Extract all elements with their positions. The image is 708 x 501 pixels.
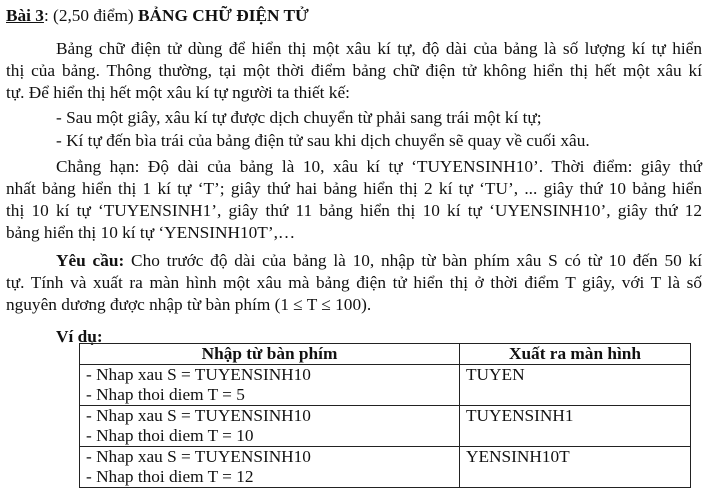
example-table <box>79 343 691 488</box>
problem-title: BẢNG CHỮ ĐIỆN TỬ <box>138 6 309 25</box>
input-cell <box>80 406 460 447</box>
input-string-line: - Nhap xau S = TUYENSINH10 <box>86 406 311 425</box>
intro-line-1: Bảng chữ điện tử dùng để hiển thị một xâu kí tự, độ dài của bảng là số lượng kí tự hiển <box>56 39 702 58</box>
table-row <box>80 447 691 488</box>
requirement-line-1 <box>56 250 702 272</box>
requirement-line-2: tự. Tính và xuất ra màn hình một xâu mà bảng điện tử hiển thị ở thời điểm T giây, với T là số <box>6 273 702 292</box>
output-cell: TUYENSINH1 <box>460 406 691 447</box>
input-time-line: - Nhap thoi diem T = 10 <box>86 426 254 445</box>
problem-heading <box>6 5 702 27</box>
requirement-line-3: nguyên dương được nhập từ bàn phím (1 ≤ T ≤ 100). <box>6 295 372 314</box>
requirement-label: Yêu cầu: <box>56 251 125 270</box>
example-paragraph-line-2: nhất bảng hiển thị 1 kí tự ‘T’; giây thứ hai bảng hiển thị 2 kí tự ‘TU’, ... giây thứ 10 bảng hiển <box>6 179 702 198</box>
input-time-line: - Nhap thoi diem T = 12 <box>86 467 254 486</box>
input-cell <box>80 447 460 488</box>
requirement-text-1: Cho trước độ dài của bảng là 10, nhập từ bàn phím xâu S có từ 10 đến 50 kí <box>124 251 703 270</box>
table-row <box>80 406 691 447</box>
input-time-line: - Nhap thoi diem T = 5 <box>86 385 245 404</box>
table-row <box>80 365 691 406</box>
output-column-header: Xuất ra màn hình <box>460 344 691 365</box>
rule-item-2: - Kí tự đến bìa trái của bảng điện tử sau khi dịch chuyển sẽ quay về cuối xâu. <box>56 131 590 150</box>
intro-line-3: tự. Để hiển thị hết một xâu kí tự người ta thiết kế: <box>6 83 350 102</box>
example-paragraph-line-1: Chẳng hạn: Độ dài của bảng là 10, xâu kí tự ‘TUYENSINH10’. Thời điểm: giây thứ <box>56 157 702 176</box>
example-paragraph-line-4: bảng hiển thị 10 kí tự ‘YENSINH10T’,… <box>6 223 296 242</box>
example-label: Ví dụ: <box>56 327 103 346</box>
problem-label: Bài 3 <box>6 6 44 25</box>
problem-score: : (2,50 điểm) <box>43 6 139 25</box>
example-paragraph-line-3: thị 10 kí tự ‘TUYENSINH1’, giây thứ 11 bảng hiển thị 10 kí tự ‘UYENSINH10’, giây thứ 12 <box>6 201 702 220</box>
intro-line-2: thị của bảng. Thông thường, tại một thời điểm bảng chữ điện tử không hiển thị hết một xâu kí <box>6 61 702 80</box>
output-cell: YENSINH10T <box>460 447 691 488</box>
input-string-line: - Nhap xau S = TUYENSINH10 <box>86 447 311 466</box>
table-header-row <box>80 344 691 365</box>
input-cell <box>80 365 460 406</box>
output-cell: TUYEN <box>460 365 691 406</box>
rule-item-1: - Sau một giây, xâu kí tự được dịch chuyển từ phải sang trái một kí tự; <box>56 108 542 127</box>
input-column-header: Nhập từ bàn phím <box>80 344 460 365</box>
input-string-line: - Nhap xau S = TUYENSINH10 <box>86 365 311 384</box>
